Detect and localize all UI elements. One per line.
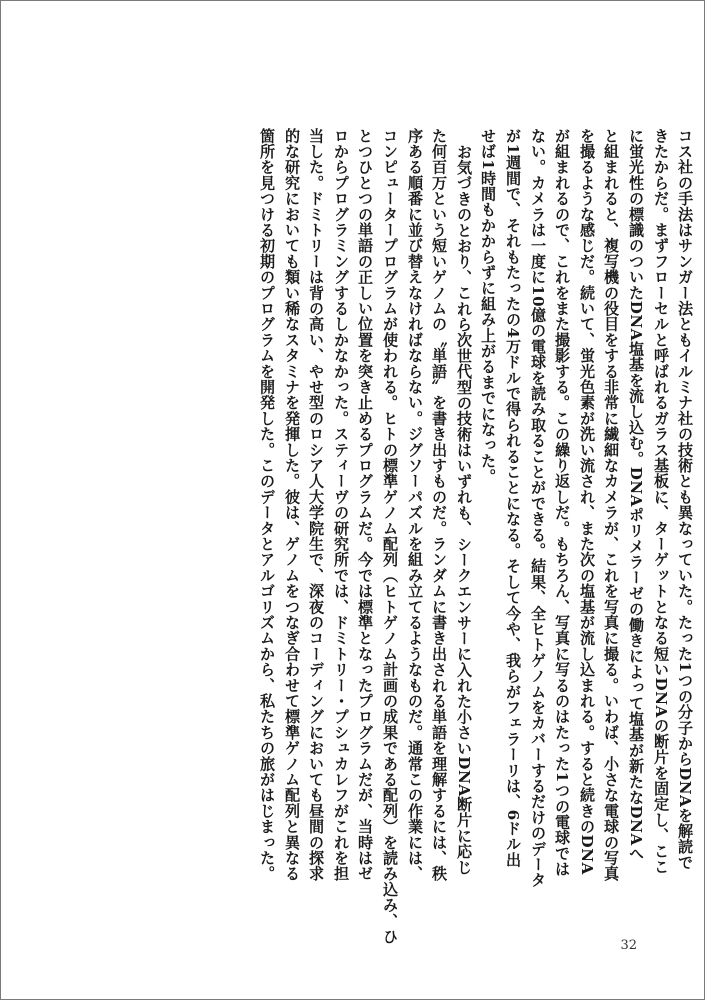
text-line-13: コンピュータープログラムが使われる。ヒトの標準ゲノム配列（ヒトゲノム計画の成果である配列）を読み込み、ひ [381, 128, 399, 945]
text-line-16: 当した。ドミトリーは背の高い、やせ型のロシア人大学院生で、深夜のコーディングにおいても昼間の探求 [307, 128, 325, 882]
text-line-7: ない。カメラは一度に10億の電球を読み取ることができる。結果、全ヒトゲノムをカバーするだけのデータ [529, 128, 547, 889]
text-line-6: が組まれるので、これをまた撮影する。この繰り返しだ。もちろん、写真に写るのはたった1つの電球では [553, 128, 571, 878]
text-line-8: が1週間で、それもたったの4万ドルで得られることになる。そして今や、我らがフェラーリは、6ドル出 [504, 128, 522, 868]
text-line-18: 箇所を見つける初期のプログラムを開発した。このデータとアルゴリズムから、私たちの旅がはじまった。 [258, 128, 276, 882]
text-line-5: を撮るような感じだ。続いて、蛍光色素が洗い流され、また次の塩基が流し込まれる。すると続きのDNA [578, 128, 596, 875]
text-line-11: た何百万という短いゲノムの〝単語〟を書き出すものだ。ランダムに書き出される単語を理解するには、秩 [430, 128, 448, 882]
text-line-12: 序ある順番に並び替えなければならない。ジグソーパズルを組み立てるようなものだ。通常この作業には、 [406, 128, 424, 882]
text-line-3: に蛍光性の標識のついたDNA塩基を流し込む。DNAポリメラーゼの働きによって塩基が新たなDNAへ [627, 128, 645, 862]
page-number: 32 [620, 938, 637, 953]
text-line-9: せば1時間もかからずに組み上がるまでになった。 [479, 128, 497, 485]
text-line-10: お気づきのとおり、これら次世代型の技術はいずれも、シークエンサーに入れた小さいDNA断片に応じ [455, 144, 473, 876]
text-line-15: ロからプログラミングするしかなかった。スティーヴの研究所では、ドミトリー・プシュカレフがこれを担 [332, 128, 350, 882]
text-line-2: きたからだ。まずフローセルと呼ばれるガラス基板に、ターゲットとなる短いDNAの断片を固定し、ここ [652, 128, 670, 875]
text-line-4: と組まれると、複写機の役目をする非常に繊細なカメラが、これを写真に撮る。いわば、小さな電球の写真 [602, 128, 620, 882]
text-line-1: コス社の手法はサンガー法ともイルミナ社の技術とも異なっていた。たった1つの分子からDNAを解読で [676, 128, 694, 871]
text-line-14: とつひとつの単語の正しい位置を突き止めるプログラムだ。今では標準となったプログラムだが、当時はゼ [356, 128, 374, 882]
text-line-17: 的な研究においても類い稀なスタミナを発揮した。彼は、ゲノムをつなぎ合わせて標準ゲノム配列と異なる [283, 128, 301, 882]
